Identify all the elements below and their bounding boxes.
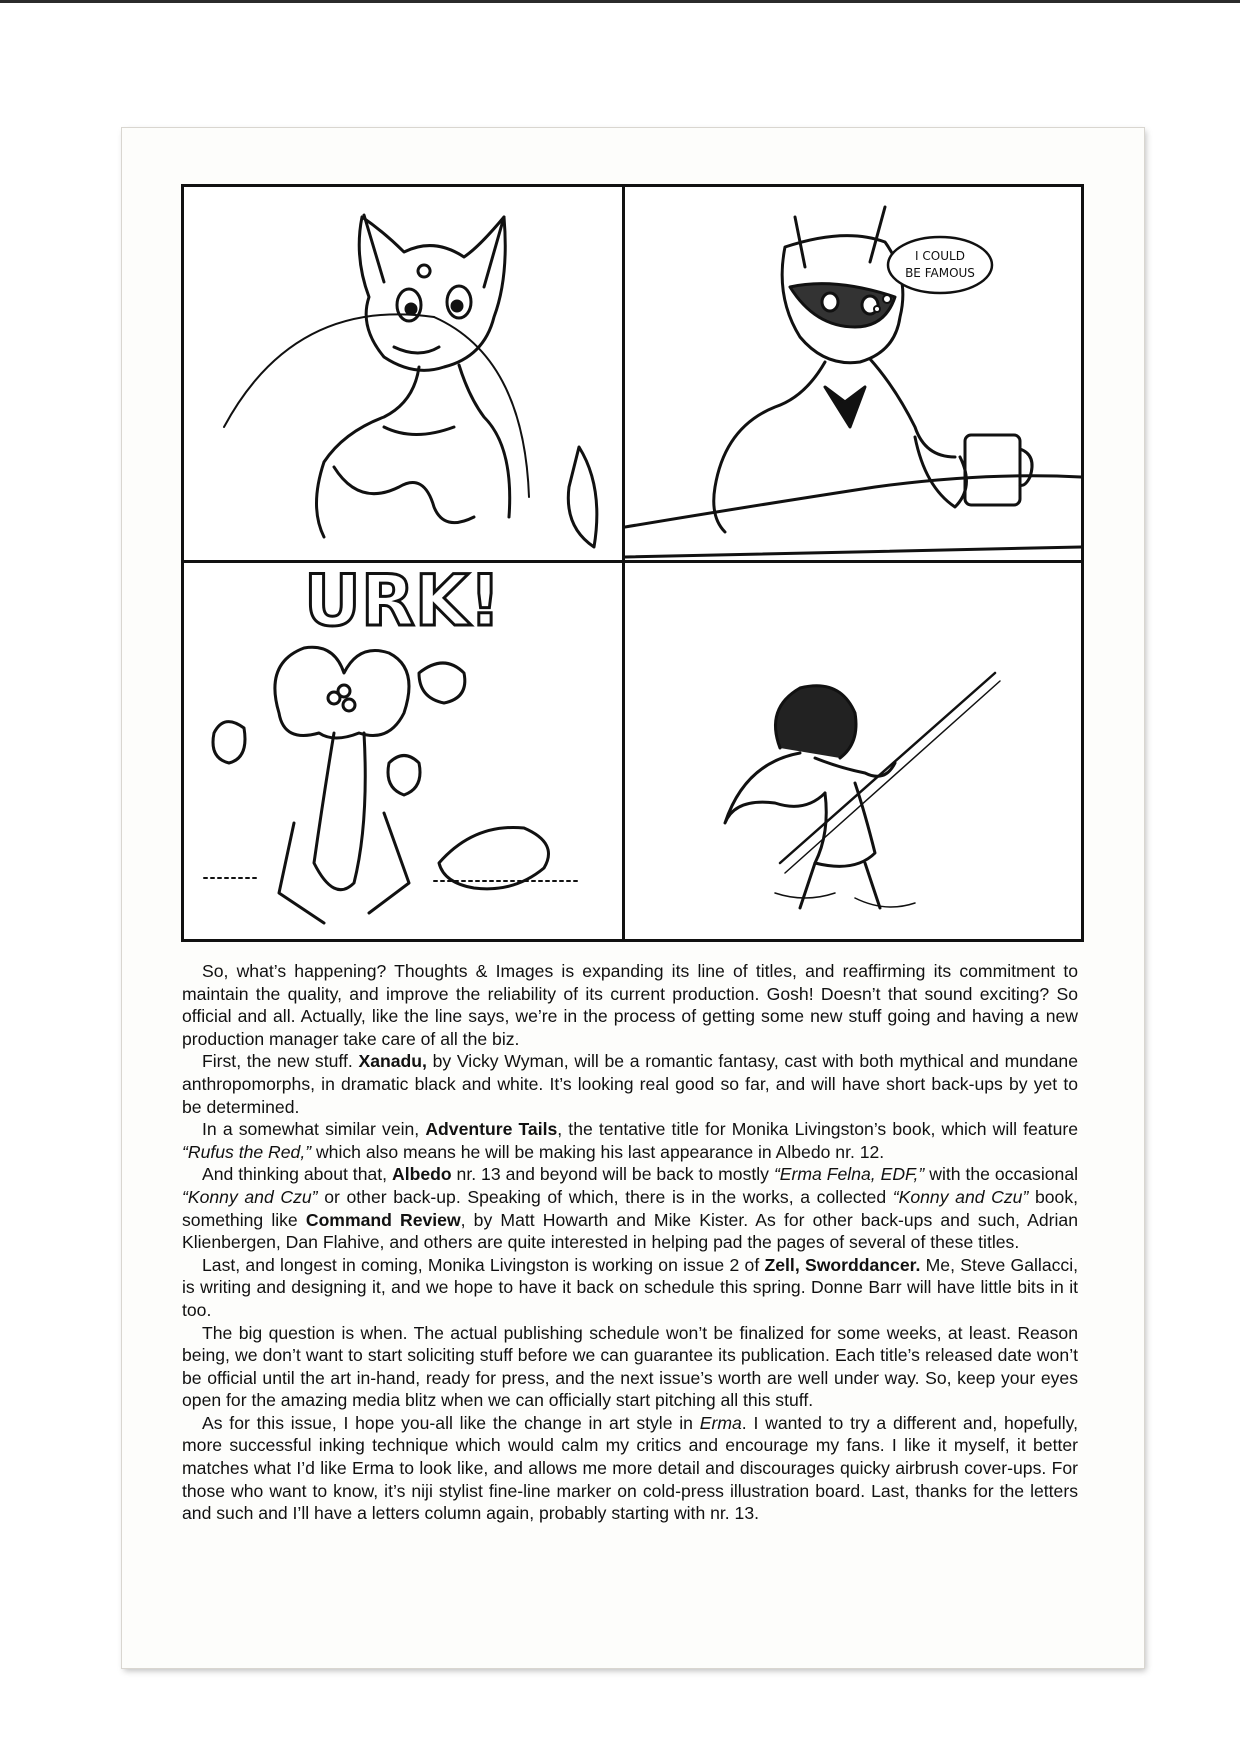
editorial-text	[182, 960, 1078, 1525]
p4-text-a: And thinking about that,	[202, 1164, 392, 1185]
p4-text-b: nr. 13 and beyond will be back to mostly	[451, 1164, 774, 1185]
p5-text-b: Me, Steve Gallacci, is writing and designing it, and we hope to have it back on schedule this spring. Donne Barr will have little bits in it too.	[182, 1254, 1078, 1320]
p2-text-a: First, the new stuff.	[202, 1051, 359, 1072]
comic-back-page	[122, 128, 1144, 1668]
panel-raccoon	[625, 187, 1081, 563]
title-erma-felna: “Erma Felna, EDF,”	[773, 1164, 925, 1185]
title-zell-sworddancer: Zell, Sworddancer.	[764, 1254, 921, 1275]
p4-text-d: or other back-up. Speaking of which, there is in the works, a collected	[317, 1186, 893, 1207]
thought-balloon	[888, 237, 992, 293]
title-konny-and-czu: “Konny and Czu”	[182, 1186, 318, 1207]
balloon-line-2: BE FAMOUS	[905, 266, 975, 280]
paragraph-3	[182, 1118, 1078, 1163]
p4-text-c: with the occasional	[924, 1164, 1079, 1185]
p3-text-a: In a somewhat similar vein,	[202, 1119, 426, 1140]
title-adventure-tails: Adventure Tails	[425, 1119, 558, 1140]
title-rufus-the-red: “Rufus the Red,”	[182, 1141, 312, 1162]
fox-woman-illustration	[184, 187, 622, 560]
paragraph-4	[182, 1163, 1078, 1253]
p2-text-b: by Vicky Wyman, will be a romantic fantasy, cast with both mythical and mundane anthropomorphs, in dramatic black and white. It’s looking real good so far, and will have short back-ups by yet to be determined.	[182, 1051, 1078, 1117]
balloon-line-1: I COULD	[915, 249, 965, 263]
p3-text-b: , the tentative title for Monika Livingston’s book, which will feature	[557, 1119, 1079, 1140]
title-konny-and-czu-book: “Konny and Czu”	[892, 1186, 1029, 1207]
raccoon-illustration	[625, 187, 1081, 560]
comic-panel-grid	[181, 184, 1084, 942]
panel-cloaked-figure	[625, 563, 1081, 939]
title-xanadu: Xanadu,	[358, 1051, 427, 1072]
p7-text-a: As for this issue, I hope you-all like the change in art style in	[202, 1412, 700, 1433]
urk-illustration	[184, 563, 622, 939]
title-erma: Erma	[699, 1412, 742, 1433]
title-albedo: Albedo	[391, 1164, 452, 1185]
p7-text-b: . I wanted to try a different and, hopefully, more successful inking technique which would calm my critics and encourage my fans. I like it myself, it better matches what I’d like Erma to look like, and allows me more detail and discourages quicky airbrush cover-ups. For those who want to know, it’s niji stylist fine-line marker on cold-press illustration board. Last, thanks for the letters and such and I’ll have a letters column again, probably starting with nr. 13.	[182, 1412, 1078, 1524]
p4-text-f: , by Matt Howarth and Mike Kister. As for other back-ups and such, Adrian Klienbergen, Dan Flahive, and others are quite interested in helping pad the pages of several of these titles.	[182, 1209, 1078, 1253]
p5-text-a: Last, and longest in coming, Monika Livingston is working on issue 2 of	[202, 1254, 765, 1275]
panel-fox-woman	[184, 187, 625, 563]
paragraph-1: So, what’s happening? Thoughts & Images is expanding its line of titles, and reaffirming its commitment to maintain the quality, and improve the reliability of its current production. Gosh! Doesn’t that sound exciting? So official and all. Actually, like the line says, we’re in the process of getting some new stuff going and having a new production manager take care of all the biz.	[182, 961, 1078, 1049]
cloaked-figure-illustration	[625, 563, 1081, 939]
paragraph-5	[182, 1254, 1078, 1322]
p4-text-e: book, something like	[182, 1186, 1078, 1230]
sfx-urk: URK!	[304, 563, 501, 642]
paragraph-2	[182, 1050, 1078, 1118]
title-command-review: Command Review	[305, 1209, 461, 1230]
paragraph-7	[182, 1412, 1078, 1525]
p3-text-c: which also means he will be making his last appearance in Albedo nr. 12.	[311, 1141, 885, 1162]
scan-edge-line	[0, 0, 1240, 3]
paragraph-6: The big question is when. The actual publishing schedule won’t be finalized for some weeks, at least. Reason being, we don’t want to start soliciting stuff before we can guarantee its publication. Each title’s released date won’t be official until the art in-hand, ready for press, and the next issue’s worth are well under way. So, keep your eyes open for the amazing media blitz when we can officially start pitching all this stuff.	[182, 1322, 1078, 1411]
panel-urk	[184, 563, 625, 939]
